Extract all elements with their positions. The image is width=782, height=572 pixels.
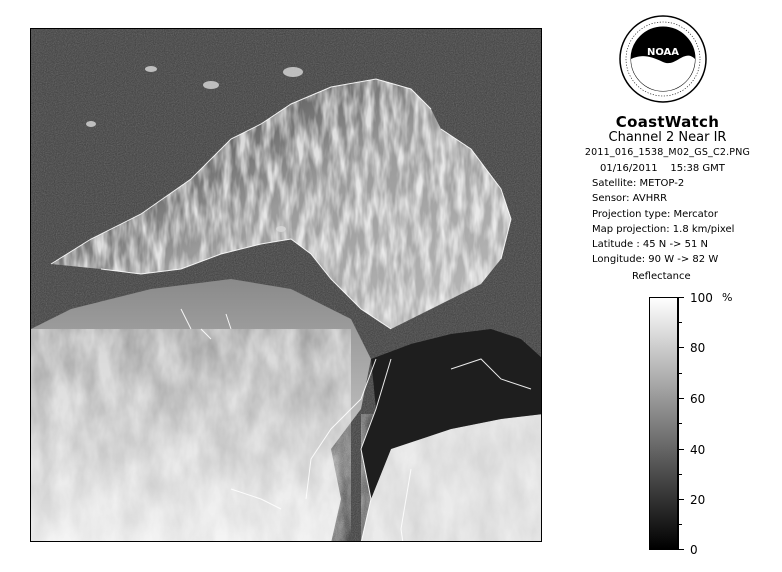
colorbar-label-100: 100 bbox=[690, 291, 713, 305]
metadata-block bbox=[592, 161, 734, 267]
header-block bbox=[560, 114, 775, 160]
colorbar-title: Reflectance bbox=[632, 271, 691, 282]
date-text: 01/16/2011 bbox=[600, 163, 658, 174]
colorbar-label-0: 0 bbox=[690, 543, 698, 557]
colorbar-tick bbox=[679, 449, 684, 450]
colorbar-label-80: 80 bbox=[690, 341, 706, 355]
colorbar-tick bbox=[679, 398, 684, 399]
colorbar-minor-tick bbox=[679, 474, 682, 475]
channel-subtitle: Channel 2 Near IR bbox=[608, 130, 727, 145]
time-text: 15:38 GMT bbox=[670, 163, 725, 174]
logo-center-text: NOAA bbox=[646, 47, 680, 58]
map-projection-text: Map projection: 1.8 km/pixel bbox=[592, 223, 735, 235]
latitude-text: Latitude : 45 N -> 51 N bbox=[592, 239, 708, 251]
colorbar-label-40: 40 bbox=[690, 443, 706, 457]
colorbar-label-20: 20 bbox=[690, 493, 706, 507]
product-title: CoastWatch bbox=[615, 113, 720, 131]
date-time-row bbox=[592, 161, 734, 176]
noaa-logo bbox=[618, 14, 708, 104]
satellite-map bbox=[30, 28, 542, 542]
colorbar-minor-tick bbox=[679, 524, 682, 525]
colorbar-minor-tick bbox=[679, 373, 682, 374]
colorbar bbox=[649, 297, 678, 550]
colorbar-label-60: 60 bbox=[690, 392, 706, 406]
colorbar-tick bbox=[679, 297, 684, 298]
colorbar-tick bbox=[679, 549, 684, 550]
colorbar-tick bbox=[679, 499, 684, 500]
colorbar-unit: % bbox=[722, 291, 733, 304]
sensor-text: Sensor: AVHRR bbox=[592, 193, 668, 205]
colorbar-minor-tick bbox=[679, 423, 682, 424]
satellite-text: Satellite: METOP-2 bbox=[592, 178, 685, 190]
image-filename: 2011_016_1538_M02_GS_C2.PNG bbox=[584, 147, 751, 158]
colorbar-minor-tick bbox=[679, 322, 682, 323]
colorbar-tick bbox=[679, 347, 684, 348]
noaa-logo-icon bbox=[618, 14, 708, 104]
longitude-text: Longitude: 90 W -> 82 W bbox=[592, 254, 719, 266]
satellite-image-icon bbox=[31, 29, 542, 542]
projection-type-text: Projection type: Mercator bbox=[592, 208, 718, 220]
